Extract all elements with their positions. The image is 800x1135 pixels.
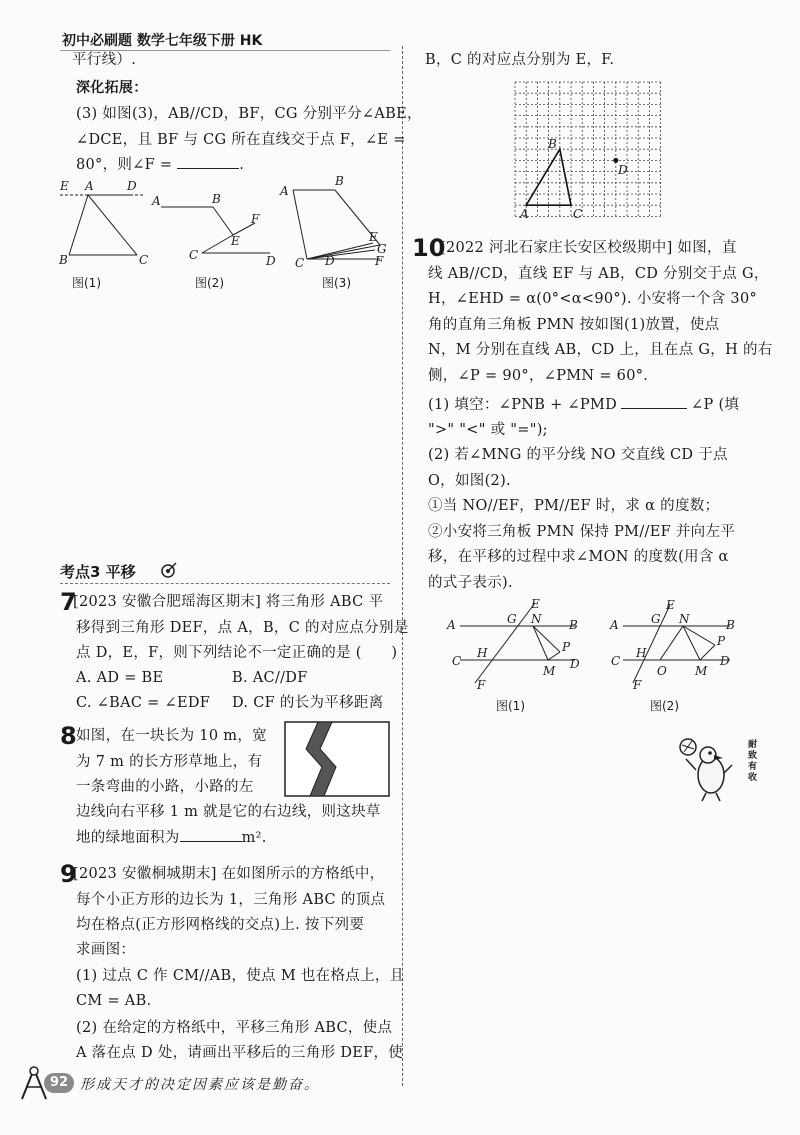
q10-line13: 移，在平移的过程中求∠MON 的度数(用含 α bbox=[428, 549, 729, 565]
fig2-label-b: B bbox=[212, 192, 221, 206]
fig1-label-c: C bbox=[139, 253, 149, 267]
q6-fig1-caption: 图(1) bbox=[72, 276, 101, 290]
q8-line5 bbox=[76, 826, 267, 851]
q7-option-c[interactable]: C. ∠BAC = ∠EDF bbox=[76, 695, 211, 711]
q10-line1: [2022 河北石家庄长安区校级期中] 如图，直 bbox=[440, 240, 737, 256]
f2-label-a: A bbox=[610, 618, 619, 632]
fig3-label-g: G bbox=[377, 242, 387, 256]
target-icon bbox=[160, 561, 178, 579]
fig1-label-a: A bbox=[85, 179, 94, 193]
q9-number: 9 bbox=[60, 860, 77, 888]
f2-label-f: F bbox=[633, 678, 642, 692]
f2-label-h: H bbox=[636, 646, 647, 660]
f1-label-d: D bbox=[570, 657, 580, 671]
q9-line2: 每个小正方形的边长为 1，三角形 ABC 的顶点 bbox=[76, 892, 386, 908]
f1-label-m: M bbox=[543, 664, 556, 678]
q7-line1: [2023 安徽合肥瑶海区期末] 将三角形 ABC 平 bbox=[73, 594, 384, 610]
q9-grid-figure bbox=[510, 78, 666, 224]
q7-line3: 点 D，E，F，则下列结论不一定正确的是 ( ) bbox=[76, 645, 398, 661]
fig1-label-d: D bbox=[127, 179, 137, 193]
q6-continuation: 平行线）. bbox=[72, 52, 137, 68]
q6-figure-1 bbox=[58, 179, 148, 267]
q10-figures bbox=[445, 595, 785, 695]
q10-line9: (2) 若∠MNG 的平分线 NO 交直线 CD 于点 bbox=[428, 447, 728, 463]
section-title: 考点3 平移 bbox=[60, 563, 136, 581]
q8-unit: m². bbox=[241, 830, 267, 846]
q8-lawn-figure bbox=[284, 721, 390, 797]
fig3-label-b: B bbox=[335, 175, 344, 188]
q10-fig1-caption: 图(1) bbox=[496, 699, 525, 713]
fig1-label-b: B bbox=[59, 253, 68, 267]
q9-line4: 求画图： bbox=[76, 942, 136, 958]
f2-label-p: P bbox=[717, 634, 726, 648]
footer-motto: 形成天才的决定因素应该是勤奋。 bbox=[80, 1077, 320, 1093]
header-title: 初中必刷题 数学七年级下册 HK bbox=[62, 33, 263, 49]
q9-continuation: B，C 的对应点分别为 E，F. bbox=[425, 52, 615, 68]
q10-line2: 线 AB//CD，直线 EF 与 AB，CD 分别交于点 G， bbox=[428, 266, 769, 282]
q7-line2: 移得到三角形 DEF，点 A，B，C 的对应点分别是 bbox=[76, 620, 409, 636]
f2-label-d: D bbox=[720, 654, 730, 668]
q6-fig2-caption: 图(2) bbox=[195, 276, 224, 290]
q8-line4: 边线向右平移 1 m 就是它的右边线，则这块草 bbox=[76, 804, 381, 820]
q7-option-a[interactable]: A. AD = BE bbox=[76, 670, 164, 686]
grid-label-b: B bbox=[548, 137, 557, 151]
fig3-label-e: E bbox=[369, 230, 378, 244]
q6-part3-end: . bbox=[239, 157, 245, 173]
f1-label-b: B bbox=[569, 618, 578, 632]
q9-line7: (2) 在给定的方格纸中，平移三角形 ABC，使点 bbox=[76, 1020, 393, 1036]
q10-line7-text: (1) 填空：∠PNB + ∠PMD bbox=[428, 397, 618, 413]
q10-line7-end: ∠P (填 bbox=[691, 397, 740, 413]
f1-label-h: H bbox=[477, 646, 488, 660]
q8-line2: 为 7 m 的长方形草地上，有 bbox=[76, 754, 263, 770]
q6-figure-3 bbox=[279, 175, 387, 270]
f2-label-n: N bbox=[679, 612, 690, 626]
deep-extension-label: 深化拓展： bbox=[76, 80, 148, 96]
grid-lines bbox=[515, 82, 661, 217]
footer bbox=[0, 1065, 800, 1105]
q10-line4: 角的直角三角板 PMN 按如图(1)放置，使点 bbox=[428, 317, 720, 333]
q10-figure-1 bbox=[446, 597, 580, 692]
mascot-bird-icon bbox=[676, 735, 746, 805]
q9-line5: (1) 过点 C 作 CM//AB，使点 M 也在格点上，且 bbox=[76, 968, 405, 984]
f2-label-e: E bbox=[666, 598, 675, 612]
q10-line10: O，如图(2). bbox=[428, 473, 511, 489]
q9-line6: CM = AB. bbox=[76, 993, 152, 1009]
q6-fig3-caption: 图(3) bbox=[322, 276, 351, 290]
q10-line5: N，M 分别在直线 AB，CD 上，且在点 G，H 的右 bbox=[428, 342, 773, 358]
grid-label-d: D bbox=[618, 163, 628, 177]
q7-option-b[interactable]: B. AC//DF bbox=[232, 670, 308, 686]
q8-line3: 一条弯曲的小路，小路的左 bbox=[76, 779, 254, 795]
mascot-text: 耐致有收 bbox=[748, 740, 758, 783]
q7-number: 7 bbox=[60, 588, 77, 616]
q6-part3-line2: ∠DCE，且 BF 与 CG 所在直线交于点 F，∠E = bbox=[76, 132, 406, 148]
q10-line7 bbox=[428, 393, 739, 418]
triangle-abc bbox=[526, 149, 571, 205]
q9-line8: A 落在点 D 处，请画出平移后的三角形 DEF，使 bbox=[76, 1045, 404, 1061]
f2-label-b: B bbox=[726, 618, 735, 632]
f1-label-e: E bbox=[531, 597, 540, 611]
grid-label-a: A bbox=[520, 207, 529, 221]
grid-label-c: C bbox=[573, 207, 583, 221]
q10-line8: ">" "<" 或 "="); bbox=[428, 422, 548, 438]
q6-part3-line1: (3) 如图(3)，AB//CD，BF，CG 分别平分∠ABE， bbox=[76, 106, 422, 122]
fig3-label-a: A bbox=[280, 184, 289, 198]
f1-label-f: F bbox=[477, 678, 486, 692]
f2-label-o: O bbox=[657, 664, 667, 678]
fig3-label-d: D bbox=[325, 254, 335, 268]
f2-label-c: C bbox=[611, 654, 621, 668]
q7-option-d[interactable]: D. CF 的长为平移距离 bbox=[232, 695, 384, 711]
q10-line3: H，∠EHD = α(0°<α<90°). 小安将一个含 30° bbox=[428, 291, 758, 307]
f1-label-p: P bbox=[562, 640, 571, 654]
fig3-label-f: F bbox=[375, 254, 384, 268]
q8-number: 8 bbox=[60, 722, 77, 750]
q10-figure-2 bbox=[609, 598, 735, 692]
answer-blank[interactable] bbox=[177, 154, 239, 169]
f2-label-g: G bbox=[651, 612, 661, 626]
fig2-label-a: A bbox=[152, 194, 161, 208]
q10-line14: 的式子表示). bbox=[428, 575, 513, 591]
f1-label-a: A bbox=[447, 618, 456, 632]
f1-label-g: G bbox=[507, 612, 517, 626]
q6-figures bbox=[55, 175, 395, 285]
answer-blank[interactable] bbox=[180, 827, 242, 842]
q8-line5-text: 地的绿地面积为 bbox=[76, 830, 180, 846]
column-divider bbox=[402, 46, 404, 1086]
f1-label-n: N bbox=[531, 612, 542, 626]
fig2-label-c: C bbox=[189, 248, 199, 262]
fig2-label-f: F bbox=[251, 212, 260, 226]
fig2-label-e: E bbox=[231, 234, 240, 248]
q10-fig2-caption: 图(2) bbox=[650, 699, 679, 713]
q6-figure-2 bbox=[151, 192, 276, 268]
page-number: 92 bbox=[44, 1073, 74, 1093]
q6-part3-text: 80°，则∠F = bbox=[76, 157, 178, 173]
q8-line1: 如图，在一块长为 10 m，宽 bbox=[76, 728, 267, 744]
q9-line3: 均在格点(正方形网格线的交点)上. 按下列要 bbox=[76, 917, 365, 933]
fig2-label-d: D bbox=[266, 254, 276, 268]
answer-blank[interactable] bbox=[621, 394, 687, 409]
q10-line6: 侧，∠P = 90°，∠PMN = 60°. bbox=[428, 368, 649, 384]
q10-line12: ②小安将三角板 PMN 保持 PM//EF 并向左平 bbox=[428, 524, 736, 540]
fig3-label-c: C bbox=[295, 256, 305, 270]
q10-number: 10 bbox=[412, 234, 446, 262]
q10-line11: ①当 NO//EF，PM//EF 时，求 α 的度数； bbox=[428, 498, 720, 514]
f1-label-c: C bbox=[452, 654, 462, 668]
fig1-label-e: E bbox=[60, 179, 69, 193]
f2-label-m: M bbox=[695, 664, 708, 678]
section-rule bbox=[60, 583, 390, 585]
q9-line1: [2023 安徽桐城期末] 在如图所示的方格纸中， bbox=[73, 866, 385, 882]
